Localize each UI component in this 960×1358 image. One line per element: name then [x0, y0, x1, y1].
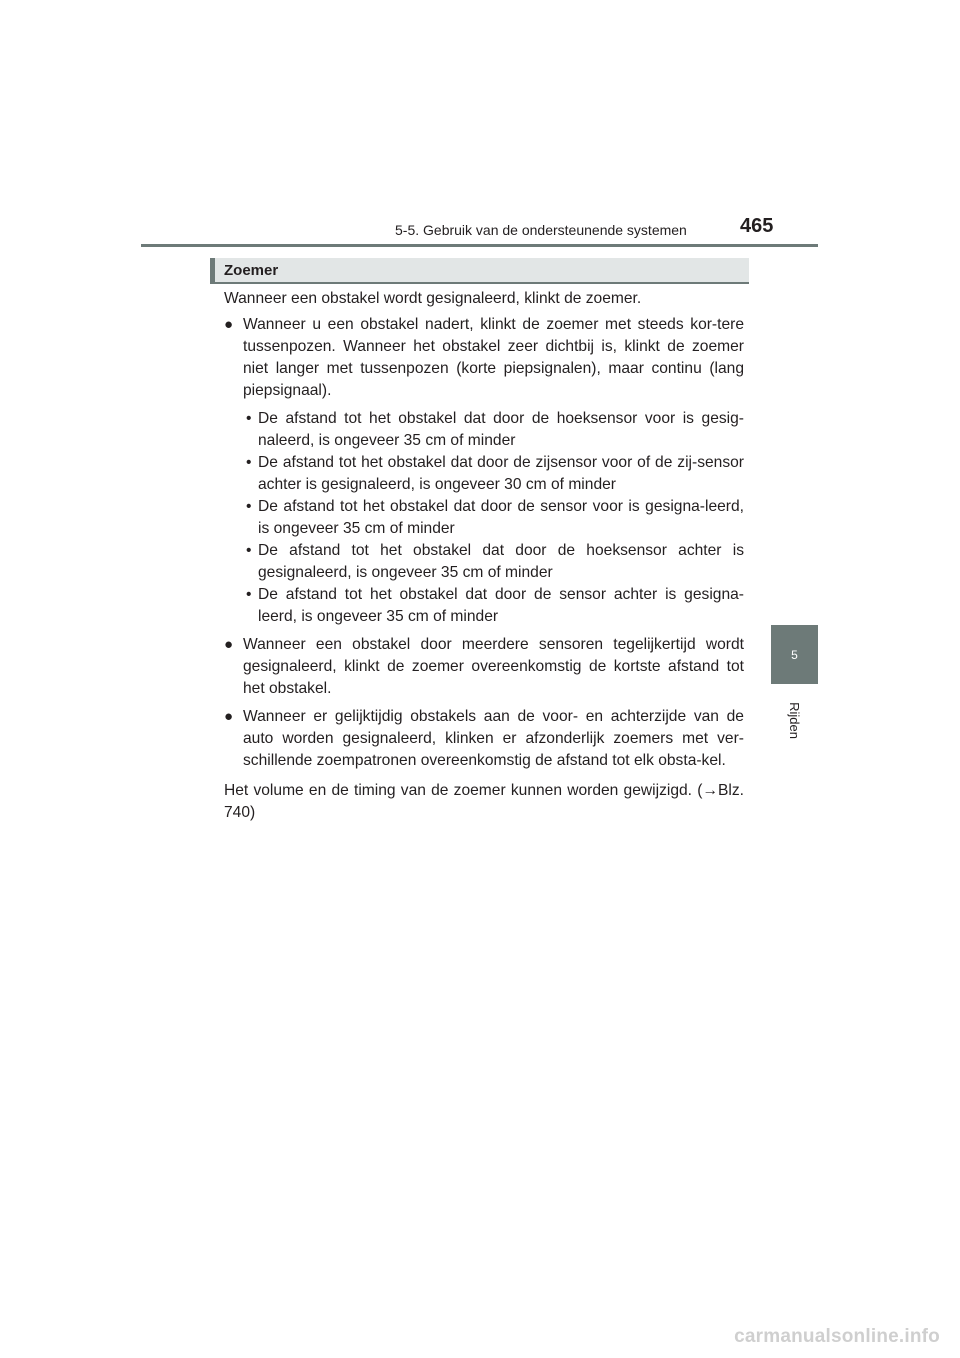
section-body [224, 288, 744, 824]
sub-item-text: De afstand tot het obstakel dat door de zijsensor voor of de zij-sensor achter is gesignaleerd, is ongeveer 30 cm of minder [258, 454, 744, 493]
sub-item [224, 584, 744, 628]
section-title: Zoemer [224, 262, 279, 279]
chapter-side-label [771, 690, 818, 750]
chapter-tab [771, 625, 818, 684]
sub-bullet-icon: • [246, 542, 252, 559]
sub-item-text: De afstand tot het obstakel dat door de sensor voor is gesigna-leerd, is ongeveer 35 cm of minder [258, 498, 744, 537]
watermark: carmanualsonline.info [734, 1326, 940, 1347]
sub-item-text: De afstand tot het obstakel dat door de hoeksensor voor is gesig-naleerd, is ongeveer 35 cm of minder [258, 410, 744, 449]
sub-bullet-icon: • [246, 454, 252, 471]
sub-item [224, 452, 744, 496]
section-heading [210, 258, 749, 284]
heading-accent-bar [210, 258, 215, 282]
bullet-text: Wanneer een obstakel door meerdere sensoren tegelijkertijd wordt gesignaleerd, klinkt de zoemer overeenkomstig de kortste afstand tot het obstakel. [243, 636, 744, 697]
sub-item-text: De afstand tot het obstakel dat door de hoeksensor achter is gesignaleerd, is ongeveer 35 cm of minder [258, 542, 744, 581]
sub-list [224, 408, 744, 628]
bullet-item [224, 634, 744, 700]
intro-paragraph: Wanneer een obstakel wordt gesignaleerd, klinkt de zoemer. [224, 290, 642, 307]
sub-item [224, 540, 744, 584]
bullet-icon: ● [224, 708, 234, 725]
sub-bullet-icon: • [246, 410, 252, 427]
bullet-item [224, 706, 744, 772]
bullet-icon: ● [224, 316, 234, 333]
page-number: 465 [740, 215, 774, 237]
sub-bullet-icon: • [246, 586, 252, 603]
chapter-label: Rijden [786, 701, 802, 739]
bullet-icon: ● [224, 636, 234, 653]
running-header-section: 5-5. Gebruik van de ondersteunende systemen [395, 222, 687, 238]
closing-paragraph: Het volume en de timing van de zoemer kunnen worden gewijzigd. (→Blz. 740) [224, 782, 744, 821]
sub-item [224, 496, 744, 540]
bullet-text: Wanneer er gelijktijdig obstakels aan de voor- en achterzijde van de auto worden gesignaleerd, klinken er afzonderlijk zoemers met ver-schillende zoempatronen overeenkomstig de afstand tot elk obsta-kel. [243, 708, 744, 769]
bullet-item [224, 314, 744, 402]
sub-bullet-icon: • [246, 498, 252, 515]
chapter-number: 5 [791, 647, 798, 662]
sub-item [224, 408, 744, 452]
header-divider [141, 244, 818, 247]
sub-item-text: De afstand tot het obstakel dat door de sensor achter is gesigna-leerd, is ongeveer 35 cm of minder [258, 586, 744, 625]
bullet-text: Wanneer u een obstakel nadert, klinkt de zoemer met steeds kor-tere tussenpozen. Wanneer het obstakel zeer dichtbij is, klinkt de zoemer niet langer met tussenpozen (korte piepsignalen), maar continu (lang piepsignaal). [243, 316, 744, 399]
